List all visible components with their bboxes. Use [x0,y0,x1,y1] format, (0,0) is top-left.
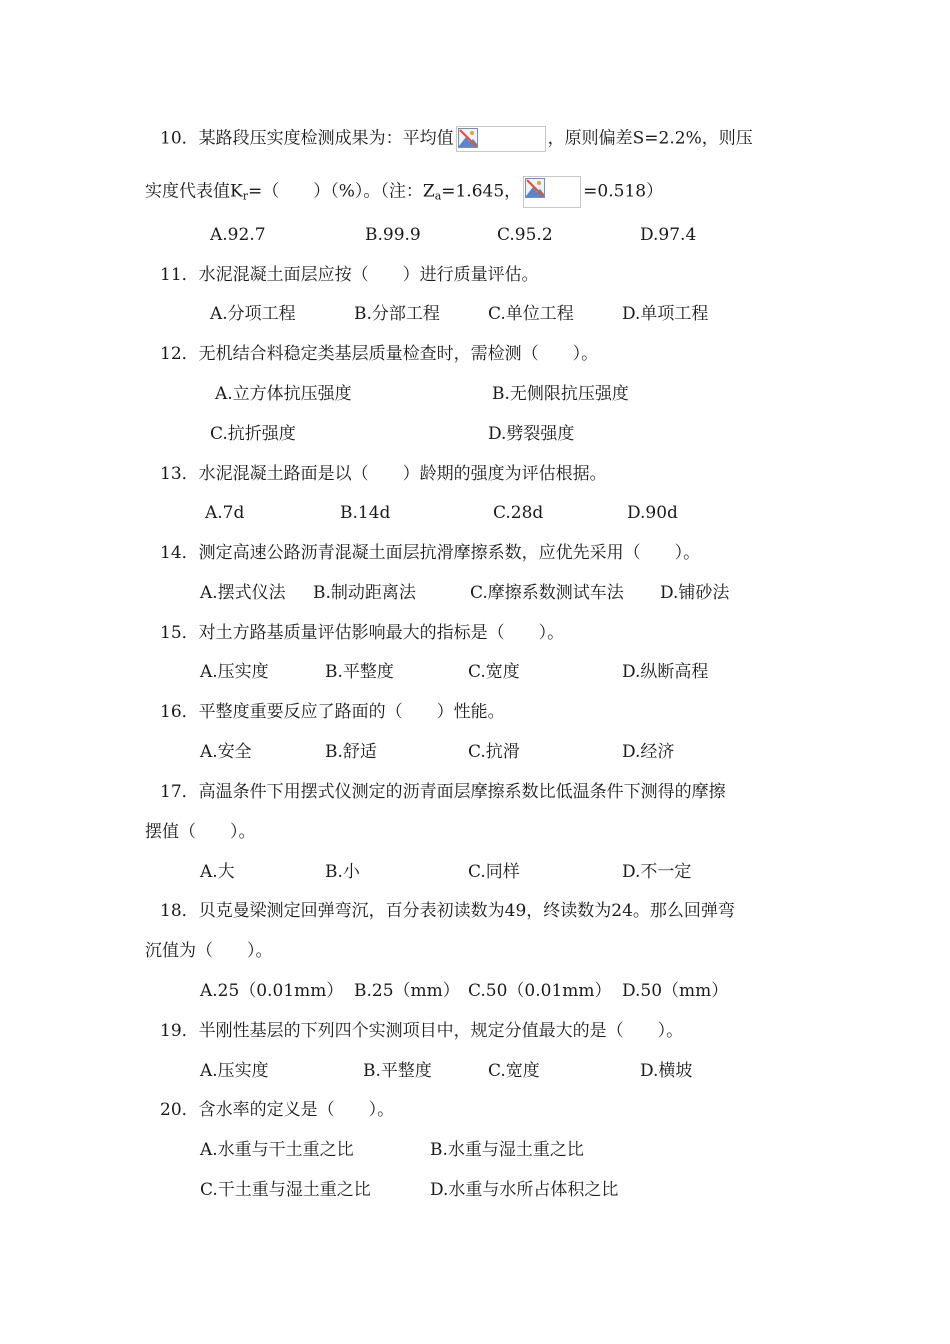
question-text: 某路段压实度检测成果为：平均值 [198,128,454,149]
option-a: A.摆式仪法 [200,583,286,603]
question-text: 贝克曼梁测定回弹弯沉，百分表初读数为49，终读数为24。那么回弹弯 [198,901,735,921]
option-c: C.宽度 [488,1061,540,1081]
option-d: D.97.4 [640,225,697,245]
question-18 [160,900,735,922]
question-number: 12． [160,344,199,364]
option-c: C.单位工程 [488,304,574,324]
option-b: B.制动距离法 [313,583,416,603]
option-d: D.纵断高程 [622,662,709,682]
option-a: A.7d [205,503,245,523]
question-text: 对土方路基质量评估影响最大的指标是（ ）。 [198,623,565,643]
option-b: B.25（mm） [354,981,460,1001]
option-b: B.99.9 [365,225,421,245]
question-number: 20． [160,1100,199,1120]
option-a: A.压实度 [200,1061,269,1081]
option-c: C.抗折强度 [210,424,296,444]
question-number: 19． [160,1021,199,1041]
option-b: B.小 [325,862,360,882]
option-a: A.立方体抗压强度 [215,384,352,404]
question-19 [160,1020,683,1042]
option-d: D.水重与水所占体积之比 [430,1180,619,1200]
option-b: B.无侧限抗压强度 [492,384,629,404]
question-number: 14． [160,543,199,563]
formula-image-coef [523,176,581,208]
question-number: 13． [160,464,199,484]
option-c: C.干土重与湿土重之比 [200,1180,371,1200]
question-text: 平整度重要反应了路面的（ ）性能。 [198,702,505,722]
question-number: 11． [160,265,199,285]
option-a: A.25（0.01mm） [200,981,344,1001]
question-18-cont: 沉值为（ ）。 [145,941,273,961]
option-b: B.舒适 [325,742,377,762]
broken-image-icon [458,128,478,148]
option-c: C.摩擦系数测试车法 [470,583,624,603]
question-16 [160,701,505,723]
question-text: =0.518） [583,181,664,202]
question-17-cont: 摆值（ ）。 [145,822,256,842]
option-b: B.平整度 [363,1061,432,1081]
option-c: C.抗滑 [468,742,520,762]
subscript-r: r [242,189,248,203]
option-d: D.劈裂强度 [488,424,575,444]
question-14 [160,542,700,564]
question-text: 含水率的定义是（ ）。 [198,1100,395,1120]
option-b: B.水重与湿土重之比 [430,1140,584,1160]
question-text: =1.645， [441,181,522,202]
option-a: A.分项工程 [210,304,296,324]
question-text: 高温条件下用摆式仪测定的沥青面层摩擦系数比低温条件下测得的摩擦 [198,782,726,802]
question-20 [160,1099,394,1121]
option-d: D.经济 [622,742,675,762]
question-number: 16． [160,702,199,722]
option-a: A.压实度 [200,662,269,682]
question-number: 17． [160,782,199,802]
question-number: 15． [160,623,199,643]
option-d: D.横坡 [640,1061,693,1081]
question-text: 水泥混凝土面层应按（ ）进行质量评估。 [198,265,539,285]
option-d: D.单项工程 [622,304,709,324]
option-d: D.50（mm） [622,981,729,1001]
formula-image-mean [456,126,546,152]
option-a: A.安全 [200,742,252,762]
question-text: 水泥混凝土路面是以（ ）龄期的强度为评估根据。 [198,464,607,484]
option-b: B.分部工程 [354,304,440,324]
option-c: C.28d [493,503,544,523]
option-d: D.不一定 [622,862,692,882]
option-c: C.95.2 [497,225,553,245]
question-12 [160,343,598,365]
option-c: C.50（0.01mm） [468,981,612,1001]
question-number: 10． [160,128,199,149]
option-d: D.铺砂法 [660,583,730,603]
question-17 [160,781,726,803]
question-text-cont: ，原则偏差S=2.2%，则压 [547,128,753,149]
question-text: 半刚性基层的下列四个实测项目中，规定分值最大的是（ ）。 [198,1021,684,1041]
question-11 [160,264,539,286]
question-number: 18． [160,901,199,921]
question-text: 无机结合料稳定类基层质量检查时，需检测（ ）。 [198,344,599,364]
subscript-a: a [434,189,442,203]
option-a: A.大 [200,862,235,882]
option-d: D.90d [627,503,678,523]
question-10-line-1 [160,126,753,152]
broken-image-icon [525,178,545,198]
option-c: C.宽度 [468,662,520,682]
option-b: B.平整度 [325,662,394,682]
question-13 [160,463,607,485]
question-10-line-2 [145,176,663,208]
option-c: C.同样 [468,862,520,882]
question-15 [160,622,564,644]
question-text: 测定高速公路沥青混凝土面层抗滑摩擦系数，应优先采用（ ）。 [198,543,701,563]
option-b: B.14d [340,503,391,523]
option-a: A.92.7 [210,225,266,245]
option-a: A.水重与干土重之比 [200,1140,354,1160]
question-text: 实度代表值K [145,181,243,202]
question-text: =（ ）（%）。（注：Z [247,181,435,202]
